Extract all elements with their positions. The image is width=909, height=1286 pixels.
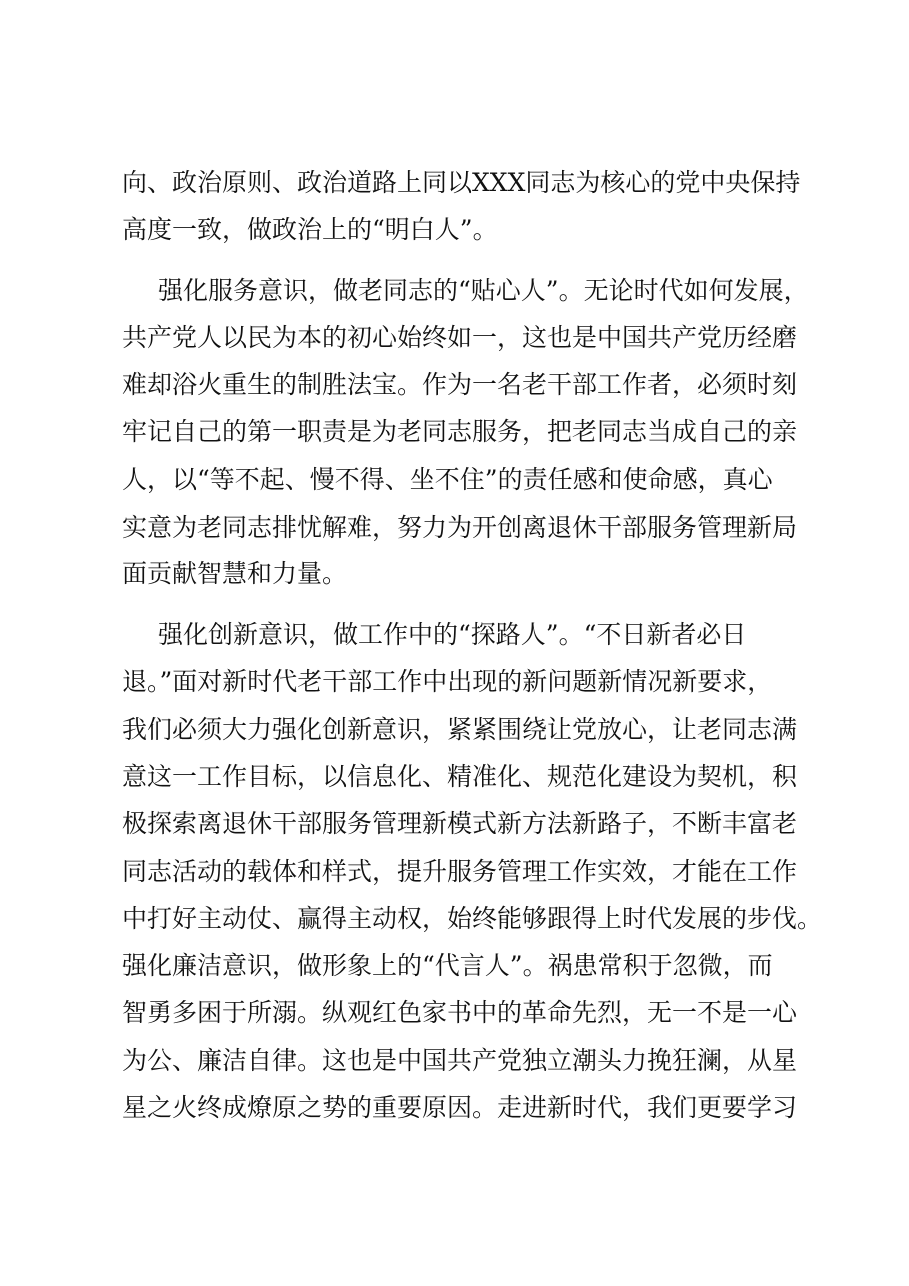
text-line: 难却浴火重生的制胜法宝。作为一名老干部工作者，必须时刻: [122, 370, 798, 399]
paragraph-first-line: 强化服务意识，做老同志的“贴心人”。无论时代如何发展，: [158, 276, 809, 305]
text-line: 面贡献智慧和力量。: [122, 559, 348, 588]
text-line: 我们必须大力强化创新意识，紧紧围绕让党放心，让老同志满: [122, 715, 798, 744]
text-line: 为公、廉洁自律。这也是中国共产党独立潮头力挽狂澜，从星: [122, 1046, 798, 1075]
text-line: 牢记自己的第一职责是为老同志服务，把老同志当成自己的亲: [122, 417, 798, 446]
text-line: 意这一工作目标，以信息化、精准化、规范化建设为契机，积: [122, 762, 798, 791]
text-line: 同志活动的载体和样式，提升服务管理工作实效，才能在工作: [122, 857, 798, 886]
text-line: 星之火终成燎原之势的重要原因。走进新时代，我们更要学习: [122, 1093, 798, 1122]
paragraph-first-line: 强化廉洁意识，做形象上的“代言人”。祸患常积于忽微，而: [122, 951, 773, 980]
text-line: 高度一致，做政治上的“明白人”。: [122, 215, 498, 244]
text-line: 极探索离退休干部服务管理新模式新方法新路子，不断丰富老: [122, 809, 798, 838]
text-line: 向、政治原则、政治道路上同以XXX同志为核心的党中央保持: [122, 168, 801, 197]
text-line: 实意为老同志排忧解难，努力为开创离退休干部服务管理新局: [122, 513, 798, 542]
text-line: 共产党人以民为本的初心始终如一，这也是中国共产党历经磨: [122, 323, 798, 352]
text-line: 退。”面对新时代老干部工作中出现的新问题新情况新要求，: [122, 667, 773, 696]
text-line: 中打好主动仗、赢得主动权，始终能够跟得上时代发展的步伐。: [122, 904, 823, 933]
paragraph-first-line: 强化创新意识，做工作中的“探路人”。“不日新者必日: [158, 620, 747, 649]
text-line: 人，以“等不起、慢不得、坐不住”的责任感和使命感，真心: [122, 465, 773, 494]
text-line: 智勇多困于所溺。纵观红色家书中的革命先烈，无一不是一心: [122, 998, 798, 1027]
